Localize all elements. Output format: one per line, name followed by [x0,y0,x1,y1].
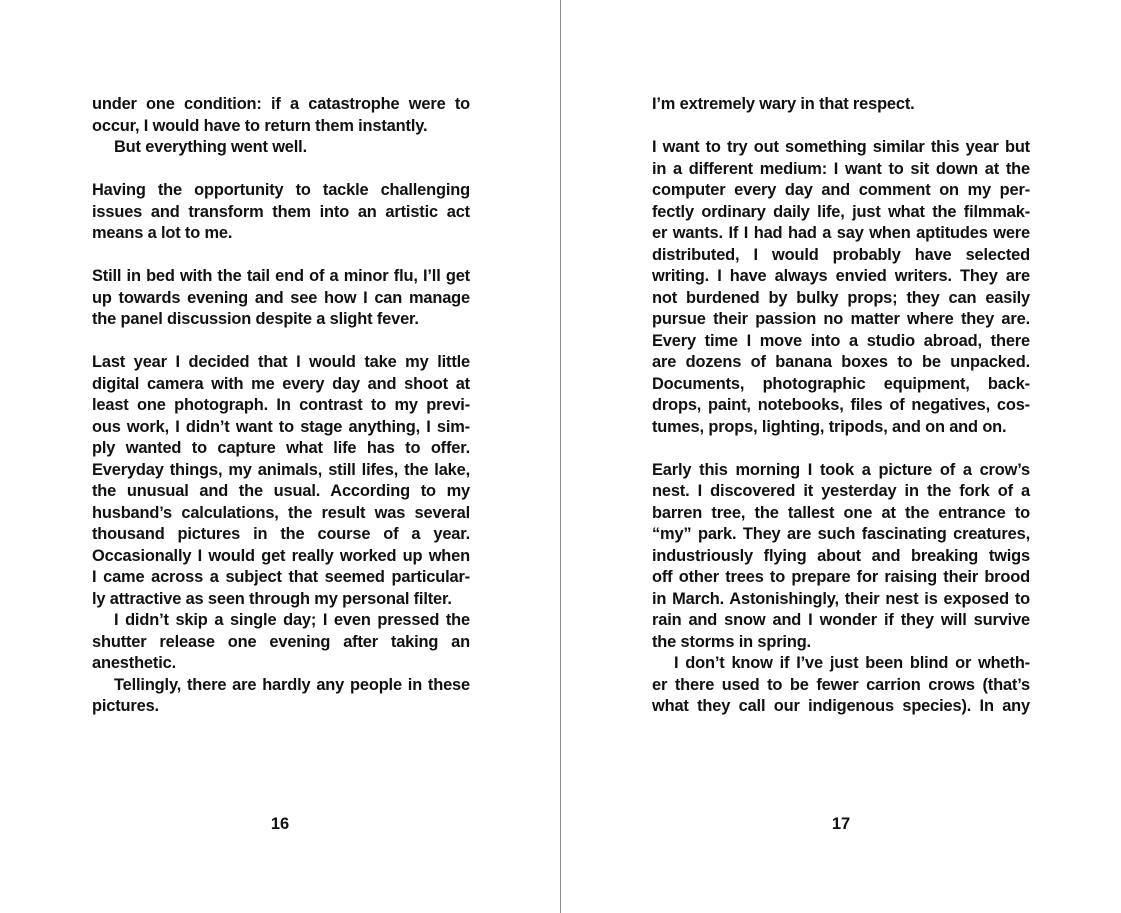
paragraph-gap [92,245,470,267]
text-line: I don’t know if I’ve just been blind or wheth- [674,654,1030,672]
paragraph-gap [92,331,470,353]
text-line: what they call our indigenous species). In any [652,697,1030,715]
paragraph-gap [92,159,470,181]
text-line: nest. I discovered it yesterday in the fork of a [652,482,1030,500]
text-line: computer every day and comment on my per- [652,181,1030,199]
text-line: are dozens of banana boxes to be unpacked. [652,353,1030,371]
text-line: occur, I would have to return them instantly. [92,116,428,135]
text-line: in a different medium: I want to sit down at the [652,159,1030,178]
text-line: drops, paint, notebooks, files of negatives, cos- [652,396,1030,414]
text-line: writing. I have always envied writers. They are [652,267,1030,285]
text-line: means a lot to me. [92,224,233,242]
text-line: the unusual and the usual. According to my [92,482,470,500]
text-line: husband’s calculations, the result was several [92,503,470,522]
paragraph-gap [652,116,1030,138]
text-line: “my” park. They are such fascinating creatures, [652,525,1030,543]
text-line: Still in bed with the tail end of a minor flu, I’ll get [92,267,470,285]
text-line: off other trees to prepare for raising their brood [652,568,1030,586]
text-line: rain and snow and I wonder if they will survive [652,611,1030,629]
text-line: anesthetic. [92,654,176,672]
text-line: barren tree, the tallest one at the entrance to [652,503,1030,522]
text-line: up towards evening and see how I can manage [92,288,470,307]
text-line: ly attractive as seen through my personal filter. [92,589,452,608]
text-line: the panel discussion despite a slight fever. [92,310,419,328]
left-page-text [92,94,470,718]
text-line: Occasionally I would get really worked up when [92,546,470,565]
text-line: I’m extremely wary in that respect. [652,95,915,113]
page-number: 16 [270,815,290,833]
paragraph-gap [652,438,1030,460]
text-line: not burdened by bulky props; they can easily [652,288,1030,307]
text-line: digital camera with me every day and shoot at [92,374,470,393]
text-line: the storms in spring. [652,632,811,651]
text-line: I came across a subject that seemed particular- [92,568,470,586]
text-line: ply wanted to capture what life has to offer. [92,439,470,457]
page-number: 17 [831,815,851,833]
text-line: Early this morning I took a picture of a crow’s [652,460,1030,479]
text-line: shutter release one evening after taking an [92,632,470,651]
text-line: in March. Astonishingly, their nest is exposed to [652,589,1030,608]
right-page [561,0,1121,913]
text-line: I want to try out something similar this year but [652,138,1030,156]
text-line: Documents, photographic equipment, back- [652,374,1030,393]
text-line: er there used to be fewer carrion crows (that’s [652,675,1030,694]
text-line: distributed, I would probably have selected [652,245,1030,264]
text-line: Every time I move into a studio abroad, there [652,331,1030,350]
text-line: under one condition: if a catastrophe were to [92,95,470,113]
text-line: er wants. If I had had a say when aptitudes were [652,224,1030,242]
text-line: I didn’t skip a single day; I even pressed the [114,611,470,629]
text-line: Tellingly, there are hardly any people in these [114,675,470,694]
text-line: Everyday things, my animals, still lifes, the lake, [92,460,470,479]
text-line: fectly ordinary daily life, just what the filmmak- [652,202,1030,221]
text-line: Last year I decided that I would take my little [92,353,470,371]
text-line: But everything went well. [114,138,307,156]
text-line: pictures. [92,697,159,715]
text-line: tumes, props, lighting, tripods, and on and on. [652,417,1007,436]
text-line: ous work, I didn’t want to stage anything, I sim- [92,417,470,436]
text-line: thousand pictures in the course of a year. [92,525,470,543]
text-line: least one photograph. In contrast to my previ- [92,396,470,414]
left-page [0,0,560,913]
text-line: industriously flying about and breaking twigs [652,546,1030,565]
text-line: Having the opportunity to tackle challenging [92,181,470,199]
text-line: issues and transform them into an artistic act [92,202,470,221]
text-line: pursue their passion no matter where they are. [652,310,1030,328]
right-page-text [652,94,1030,718]
